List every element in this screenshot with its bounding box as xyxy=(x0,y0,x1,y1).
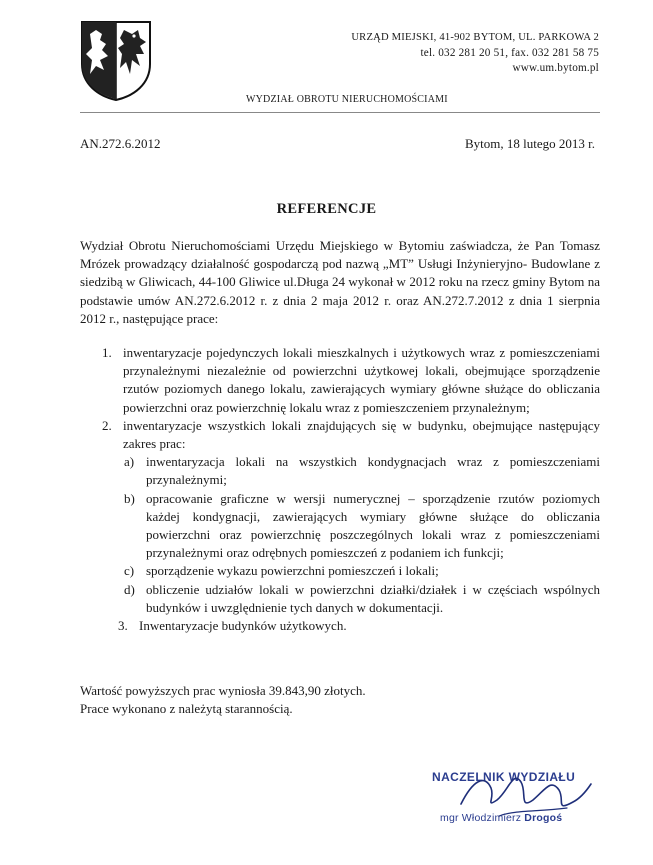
office-address-line1: URZĄD MIEJSKI, 41-902 BYTOM, UL. PARKOWA 2 xyxy=(351,32,599,43)
list-item xyxy=(80,617,600,635)
document-title: REFERENCJE xyxy=(276,201,377,217)
sub-item-letter: c) xyxy=(124,563,135,579)
sub-list-item xyxy=(80,562,600,580)
sub-item-letter: a) xyxy=(124,454,135,470)
closing-value-line: Wartość powyższych prac wyniosła 39.843,90 złotych. xyxy=(80,683,366,698)
handwritten-signature xyxy=(455,760,595,830)
coat-of-arms-icon xyxy=(80,20,152,102)
reference-number: AN.272.6.2012 xyxy=(80,136,161,151)
sub-item-text: opracowanie graficzne w wersji numerycznej – sporządzenie rzutów poziomych każdej kondygnacji, zawierających wymiary główne służące do obliczania powierzchni oraz powierzchnię poszczególnych lokali wraz z pomieszczeniami przynależnymi oraz odrębnych pomieszczeń z podaniem ich funkcji; xyxy=(146,490,600,561)
list-item xyxy=(80,417,600,453)
sub-item-letter: d) xyxy=(124,581,135,597)
office-address xyxy=(351,30,599,77)
header-divider xyxy=(80,112,600,113)
sub-list-item xyxy=(80,453,600,489)
closing-quality-line: Prace wykonano z należytą starannością. xyxy=(80,701,293,717)
sub-item-text: obliczenie udziałów lokali w powierzchni działki/działek i w częściach wspólnych budynków i uwzględnienie tych danych w dokumentacji. xyxy=(146,581,600,615)
list-item-number: 2. xyxy=(102,417,112,433)
list-item-number: 1. xyxy=(102,345,112,360)
list-item-text: inwentaryzacje wszystkich lokali znajdujących się w budynku, obejmujące następujący zakres prac: xyxy=(123,417,600,452)
list-item-number: 3. xyxy=(118,618,128,634)
sub-list-item xyxy=(80,490,600,563)
stamp-name-surname: Drogoś xyxy=(524,812,563,824)
office-phone-fax: tel. 032 281 20 51, fax. 032 281 58 75 xyxy=(420,46,599,59)
list-item-text: inwentaryzacje pojedynczych lokali mieszkalnych i użytkowych wraz z pomieszczeniami przynależnymi niezależnie od powierzchni użytkowej lokali, obejmujące sporządzenie rzutów poziomych danego lokalu, zawierających wymiary główne służące do obliczania powierzchni oraz powierzchnię lokalu wraz z pomieszczeniem przynależnym; xyxy=(123,345,600,415)
closing-statement xyxy=(80,682,600,718)
sub-list-item xyxy=(80,581,600,617)
office-website: www.um.bytom.pl xyxy=(512,62,599,74)
department-name: WYDZIAŁ OBROTU NIERUCHOMOŚCIAMI xyxy=(246,94,448,105)
list-item-text: Inwentaryzacje budynków użytkowych. xyxy=(139,618,347,634)
sub-item-text: sporządzenie wykazu powierzchni pomieszczeń i lokali; xyxy=(146,563,439,579)
work-list xyxy=(80,344,600,635)
intro-paragraph: Wydział Obrotu Nieruchomościami Urzędu Miejskiego w Bytomiu zaświadcza, że Pan Tomasz Mrózek prowadzący działalność gospodarczą pod nazwą „MT” Usługi Inżynieryjno- Budowlane z siedzibą w Gliwicach, 44-100 Gliwice ul.Długa 24 wykonał w 2012 roku na rzecz gminy Bytom na podstawie umów AN.272.6.2012 r. z dnia 2 maja 2012 r. oraz AN.272.7.2012 z dnia 1 sierpnia 2012 r., następujące prace: xyxy=(80,238,600,326)
sub-item-letter: b) xyxy=(124,490,135,506)
list-item xyxy=(80,344,600,417)
stamp-name-prefix: mgr Włodzimierz xyxy=(440,812,522,824)
sub-item-text: inwentaryzacja lokali na wszystkich kondygnacjach wraz z pomieszczeniami przynależnymi; xyxy=(146,454,600,488)
document-date: Bytom, 18 lutego 2013 r. xyxy=(465,136,595,151)
stamp-title: NACZELNIK WYDZIAŁU xyxy=(432,770,576,784)
